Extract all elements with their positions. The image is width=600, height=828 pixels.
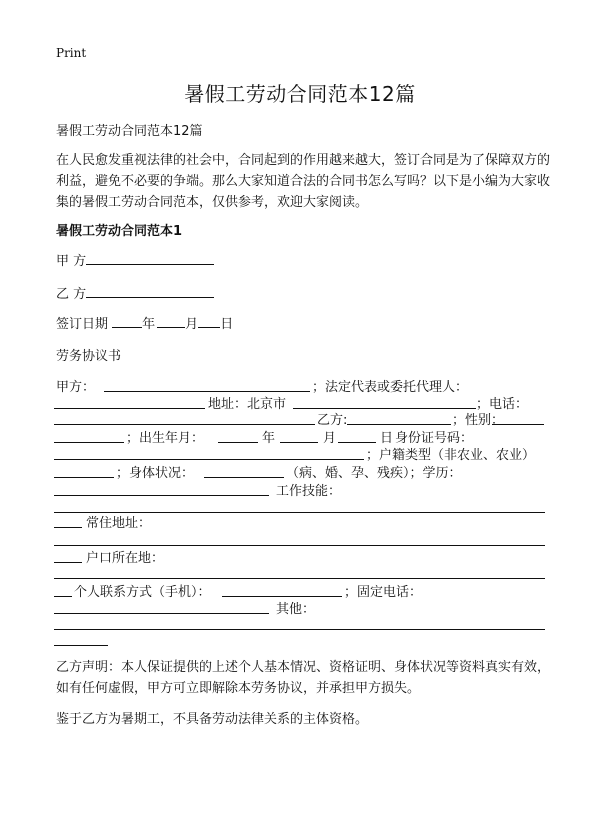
health-label: ；身体状况： — [116, 466, 195, 481]
page-title: 暑假工劳动合同范本12篇 — [184, 82, 416, 106]
hukou-place-blank[interactable] — [54, 578, 545, 579]
birth-label: ；出生年月： — [126, 431, 205, 446]
legal-rep-label: ；法定代表或委托代理人： — [312, 380, 469, 395]
document-subtitle: 暑假工劳动合同范本12篇 — [56, 124, 203, 139]
sign-year-label: 年 — [142, 317, 156, 332]
gender-cont-blank[interactable] — [54, 442, 124, 443]
hukou-type-label: ；户籍类型（非农业、农业） — [366, 448, 536, 463]
birth-day-blank[interactable] — [338, 442, 376, 443]
party-b-name-blank[interactable] — [347, 424, 451, 425]
phone-label: ；电话： — [476, 397, 529, 412]
landline-blank[interactable] — [54, 613, 269, 614]
landline-label: ；固定电话： — [344, 585, 423, 600]
mobile-blank[interactable] — [222, 596, 342, 597]
health-blank[interactable] — [204, 477, 284, 478]
gender-label: ；性别： — [452, 413, 505, 428]
residence-label: 常住地址： — [86, 516, 152, 531]
closing-paragraph: 鉴于乙方为暑期工，不具备劳动法律关系的主体资格。 — [56, 712, 369, 727]
intro-paragraph: 在人民愈发重视法律的社会中，合同起到的作用越来越大，签订合同是为了保障双方的利益，避免不必要的争端。那么大家知道合法的合同书怎么写吗？以下是小编为大家收集的暑假工劳动合同范本，仅供参考，欢迎大家阅读。 — [56, 153, 551, 210]
party-a-blank[interactable] — [86, 263, 214, 265]
sign-day-label: 日 — [220, 317, 234, 332]
party-a-name-blank[interactable] — [104, 391, 310, 392]
birth-month-label: 月 — [323, 431, 337, 446]
id-number-blank[interactable] — [54, 459, 364, 460]
sign-day-blank[interactable] — [198, 326, 220, 328]
legal-rep-blank[interactable] — [54, 408, 205, 409]
sign-date-line — [56, 313, 233, 332]
section-1-heading: 暑假工劳动合同范本1 — [56, 224, 183, 239]
residence-blank[interactable] — [54, 545, 545, 546]
party-b-line — [56, 283, 214, 302]
other-label: 其他： — [276, 602, 316, 617]
sign-month-blank[interactable] — [157, 326, 185, 328]
party-b-statement: 乙方声明：本人保证提供的上述个人基本情况、资格证明、身体状况等资料真实有效，如有任何虚假，甲方可立即解除本劳务协议，并承担甲方损失。 — [56, 660, 551, 696]
birth-month-blank[interactable] — [280, 442, 318, 443]
mobile-label: 个人联系方式（手机）： — [74, 585, 211, 600]
hukou-type-blank[interactable] — [54, 477, 114, 478]
party-a-line — [56, 250, 214, 269]
agreement-title: 劳务协议书 — [56, 349, 122, 364]
hukou-place-label: 户口所在地： — [86, 551, 165, 566]
address-label: 地址：北京市 — [208, 397, 287, 412]
hukou-place-cont-blank[interactable] — [54, 596, 72, 597]
other-blank[interactable] — [54, 629, 545, 630]
gender-blank[interactable] — [492, 424, 544, 425]
print-label[interactable]: Print — [56, 46, 87, 60]
residence-cont-blank[interactable] — [54, 562, 82, 563]
party-b-label: 乙 方 — [56, 287, 87, 302]
birth-year-blank[interactable] — [218, 442, 258, 443]
sign-date-label: 签订日期 — [56, 317, 109, 332]
other-cont-blank[interactable] — [54, 645, 108, 646]
education-blank[interactable] — [54, 495, 269, 496]
form-party-a-label: 甲方： — [56, 380, 96, 395]
sign-year-blank[interactable] — [112, 326, 142, 328]
party-a-label: 甲 方 — [56, 254, 87, 269]
party-b-form-label: 乙方: — [317, 413, 348, 428]
health-options-label: （病、婚、孕、残疾）；学历： — [286, 466, 462, 481]
skills-cont-blank[interactable] — [54, 527, 82, 528]
birth-day-label: 日 — [380, 431, 394, 446]
skills-label: 工作技能： — [276, 484, 342, 499]
sign-month-label: 月 — [185, 317, 199, 332]
id-number-label: 身份证号码： — [395, 431, 474, 446]
party-b-blank[interactable] — [86, 296, 214, 298]
birth-year-label: 年 — [262, 431, 276, 446]
phone-blank[interactable] — [54, 424, 315, 425]
